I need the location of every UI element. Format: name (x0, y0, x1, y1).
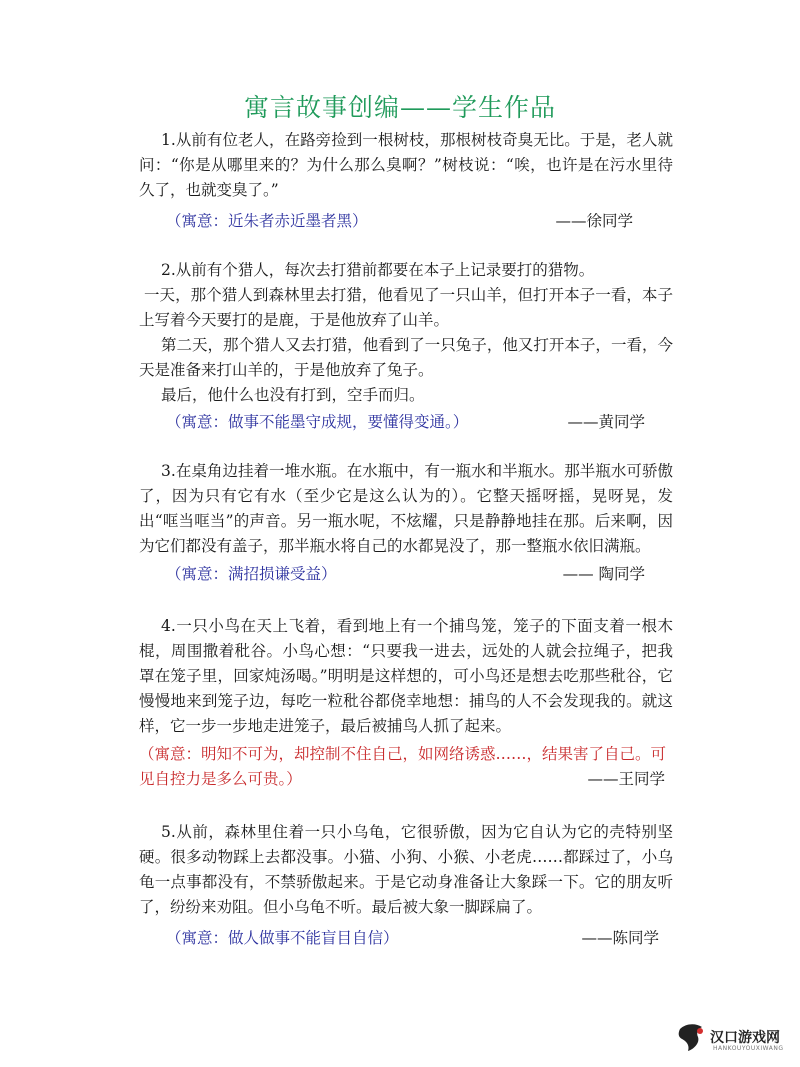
story-5-moral-row (139, 926, 673, 951)
story-4-moral: （寓意：明知不可为，却控制不住自己，如网络诱惑……，结果害了自己。可见自控力是多么可贵。） (139, 745, 667, 788)
story-5 (139, 820, 673, 951)
watermark-subtitle: HANKOUYOUXIWANG (713, 1045, 784, 1052)
watermark-name: 汉口游戏网 (710, 1030, 780, 1046)
story-2-author: ——黄同学 (567, 413, 645, 431)
story-2 (139, 258, 673, 435)
story-2-paragraph-3: 第二天，那个猎人又去打猎，他看到了一只兔子，他又打开本子，一看，今天是准备来打山羊的，于是他放弃了兔子。 (139, 336, 673, 379)
story-3-paragraph-1: 3.在桌角边挂着一堆水瓶。在水瓶中，有一瓶水和半瓶水。那半瓶水可骄傲了，因为只有它有水（至少它是这么认为的）。它整天摇呀摇，晃呀晃，发出“哐当哐当”的声音。另一瓶水呢，不炫耀，只是静静地挂在那。后来啊，因为它们都没有盖子，那半瓶水将自己的水都晃没了，那一整瓶水依旧满瓶。 (139, 462, 673, 555)
story-2-paragraph-1: 2.从前有个猎人，每次去打猎前都要在本子上记录要打的猎物。 (161, 261, 595, 279)
story-4-author: ——王同学 (587, 770, 665, 788)
story-3-moral: （寓意：满招损谦受益） (166, 565, 337, 583)
story-5-paragraph-1: 5.从前，森林里住着一只小乌龟，它很骄傲，因为它自认为它的壳特别坚硬。很多动物踩上去都没事。小猫、小狗、小猴、小老虎……都踩过了，小乌龟一点事都没有，不禁骄傲起来。于是它动身准备让大象踩一下。它的朋友听了，纷纷来劝阻。但小乌龟不听。最后被大象一脚踩扁了。 (139, 823, 673, 916)
story-5-moral: （寓意：做人做事不能盲目自信） (166, 929, 399, 947)
story-5-author: ——陈同学 (581, 929, 659, 947)
story-3-moral-row (139, 562, 673, 587)
story-2-paragraph-4: 最后，他什么也没有打到，空手而归。 (161, 386, 425, 404)
logo-mark-icon (676, 1021, 708, 1053)
story-1 (139, 128, 673, 234)
watermark-logo (676, 1017, 786, 1057)
story-4-moral-row (139, 742, 673, 792)
story-1-author: ——徐同学 (555, 212, 633, 230)
story-3 (139, 459, 673, 587)
document-title: 寓言故事创编——学生作品 (243, 93, 556, 122)
story-2-moral-row (139, 410, 673, 435)
story-1-moral: （寓意：近朱者赤近墨者黑） (166, 212, 368, 230)
story-4 (139, 614, 673, 792)
story-1-moral-row (139, 209, 673, 234)
story-4-paragraph-1: 4.一只小鸟在天上飞着，看到地上有一个捕鸟笼，笼子的下面支着一根木棍，周围撒着秕谷。小鸟心想：“只要我一进去，远处的人就会拉绳子，把我罩在笼子里，回家炖汤喝。”明明是这样想的，可小鸟还是想去吃那些秕谷，它慢慢地来到笼子边，每吃一粒秕谷都侥幸地想：捕鸟的人不会发现我的。就这样，它一步一步地走进笼子，最后被捕鸟人抓了起来。 (139, 617, 673, 735)
story-3-author: —— 陶同学 (562, 565, 645, 583)
story-2-moral: （寓意：做事不能墨守成规，要懂得变通。） (166, 413, 469, 431)
story-2-paragraph-2: 一天，那个猎人到森林里去打猎，他看见了一只山羊，但打开本子一看，本子上写着今天要打的是鹿，于是他放弃了山羊。 (139, 286, 673, 329)
story-1-paragraph-1: 1.从前有位老人，在路旁捡到一根树枝，那根树枝奇臭无比。于是，老人就问：“你是从哪里来的？为什么那么臭啊？”树枝说：“唉，也许是在污水里待久了，也就变臭了。” (139, 131, 673, 199)
